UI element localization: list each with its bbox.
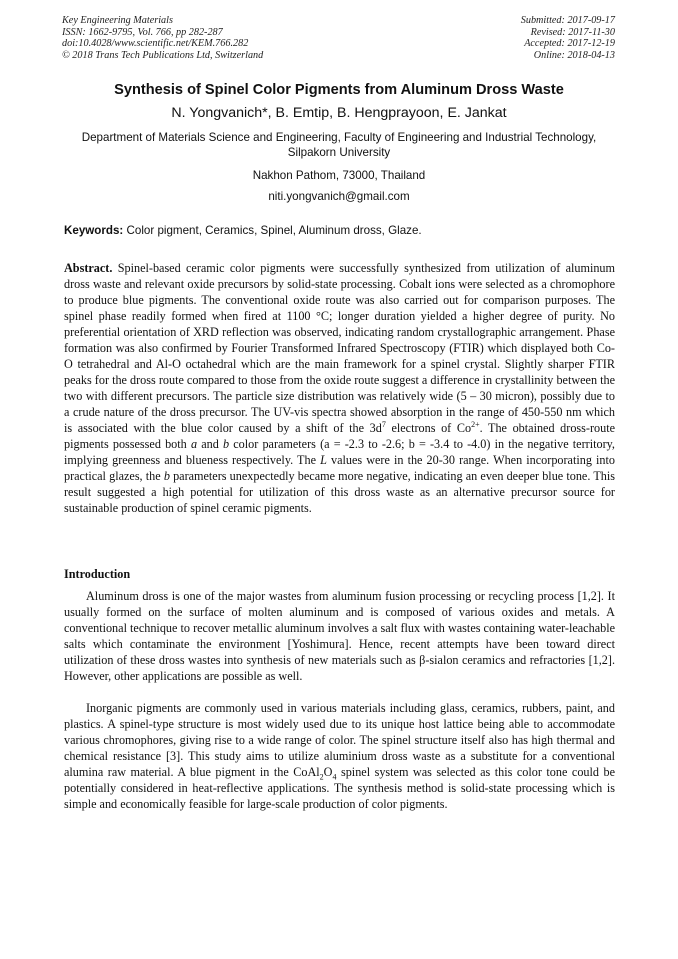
variable-l: L bbox=[320, 453, 327, 467]
revised-date: Revised: 2017-11-30 bbox=[530, 26, 615, 38]
journal-info bbox=[62, 15, 263, 61]
introduction-paragraph-2 bbox=[64, 700, 615, 812]
abstract-text: color parameters (a = -2.3 to -2.6; b = -3.4 to -4.0) in the negative territory, implying greenness and blueness respectively. The bbox=[64, 437, 615, 467]
keywords-text: Color pigment, Ceramics, Spinel, Aluminum dross, Glaze. bbox=[126, 224, 422, 237]
superscript: 7 bbox=[381, 419, 386, 429]
paragraph-text: spinel system was selected as this color tone could be potentially considered in heat-reflective applications. The synthesis method is solid-state processing which is simple and economically feasible for large-scale production of color pigments. bbox=[64, 765, 615, 811]
subscript: 2 bbox=[319, 772, 324, 782]
submitted-date: Submitted: 2017-09-17 bbox=[520, 15, 615, 26]
issn: ISSN: 1662-9795, Vol. 766, pp 282-287 bbox=[62, 26, 223, 38]
abstract-text: . The obtained dross-route pigments possessed both bbox=[64, 421, 615, 451]
accepted-date: Accepted: 2017-12-19 bbox=[524, 38, 615, 50]
abstract-text: Spinel-based ceramic color pigments were successfully synthesized from utilization of aluminum dross waste and relevant oxide precursors by solid-state processing. Cobalt ions were selected as a chromophore to produce blue pigments. The conventional oxide route was also carried out for comparison purposes. The spinel phase readily formed when fired at 1100 °C; longer duration yielded a higher degree of purity. No preferential orientation of XRD reflection was observed, indicating random crystallographic arrangement. Phase formation was also confirmed by Fourier Transformed Infrared Spectroscopy (FTIR) which displayed both Co-O tetrahedral and Al-O octahedral which are the main framework for a spinel crystal. Slightly sharper FTIR peaks for the dross route compared to those from the oxide route suggest a difference in crystallinity between the two with different precursors. The particle size distribution was relatively wide (5 – 30 micron), possibly due to a crude nature of the dross precursor. The UV-vis spectra showed absorption in the range of 450-550 nm which is associated with the blue color caused by a shift of the 3d bbox=[64, 261, 615, 435]
affiliation-city: Nakhon Pathom, 73000, Thailand bbox=[252, 169, 426, 182]
introduction-paragraph-1: Aluminum dross is one of the major wastes from aluminum fusion processing or recycling process [1,2]. It usually formed on the surface of molten aluminum and is composed of various oxides and metals. A conventional technique to recover metallic aluminum involves a salt flux with wastes containing water-leachable salts which contaminate the environment [Yoshimura]. Hence, recent attempts have been toward direct utilization of these dross wastes into synthesis of new materials such as β-sialon ceramics and refractories [1,2]. However, other applications are possible as well. bbox=[64, 589, 615, 683]
abstract bbox=[64, 260, 615, 516]
abstract-label: Abstract. bbox=[64, 261, 113, 275]
contact-email: niti.yongvanich@gmail.com bbox=[268, 190, 410, 203]
abstract-text: parameters unexpectedly became more negative, indicating an even deeper blue tone. This result suggested a high potential for utilization of this dross waste as an alternative precursor source for sustainable production of spinel ceramic pigments. bbox=[64, 469, 615, 515]
paragraph-text: O bbox=[323, 765, 333, 779]
authors: N. Yongvanich*, B. Emtip, B. Hengprayoon, E. Jankat bbox=[171, 105, 507, 121]
online-date: Online: 2018-04-13 bbox=[533, 49, 615, 61]
affiliation: Department of Materials Science and Engineering, Faculty of Engineering and Industrial Technology, Silpakorn University bbox=[81, 131, 597, 159]
variable-a: a bbox=[190, 437, 198, 451]
abstract-text: and bbox=[197, 437, 223, 451]
abstract-text: electrons of Co bbox=[385, 421, 472, 435]
journal-name: Key Engineering Materials bbox=[62, 15, 173, 26]
paper-title: Synthesis of Spinel Color Pigments from Aluminum Dross Waste bbox=[114, 82, 564, 98]
keywords bbox=[64, 224, 616, 237]
paragraph-text: Inorganic pigments are commonly used in various materials including glass, ceramics, rubbers, paint, and plastics. A spinel-type structure is most widely used due to its unique host lattice being able to accommodate various chromophores, giving rise to a wide range of color. The spinel structure itself also has high thermal and chemical resistance [3]. This study aims to utilize aluminium dross waste as a substitute for a conventional alumina raw material. A blue pigment in the CoAl bbox=[64, 701, 615, 779]
keywords-label: Keywords: bbox=[64, 224, 124, 237]
abstract-text: values were in the 20-30 range. When incorporating into practical glazes, the bbox=[64, 453, 615, 483]
subscript: 4 bbox=[332, 772, 337, 782]
doi: doi:10.4028/www.scientific.net/KEM.766.282 bbox=[62, 38, 249, 50]
variable-b: b bbox=[222, 437, 230, 451]
superscript: 2+ bbox=[471, 419, 480, 429]
publication-dates bbox=[521, 15, 615, 61]
section-heading-introduction: Introduction bbox=[64, 567, 131, 581]
copyright: © 2018 Trans Tech Publications Ltd, Switzerland bbox=[62, 49, 264, 61]
variable-b: b bbox=[163, 469, 170, 483]
